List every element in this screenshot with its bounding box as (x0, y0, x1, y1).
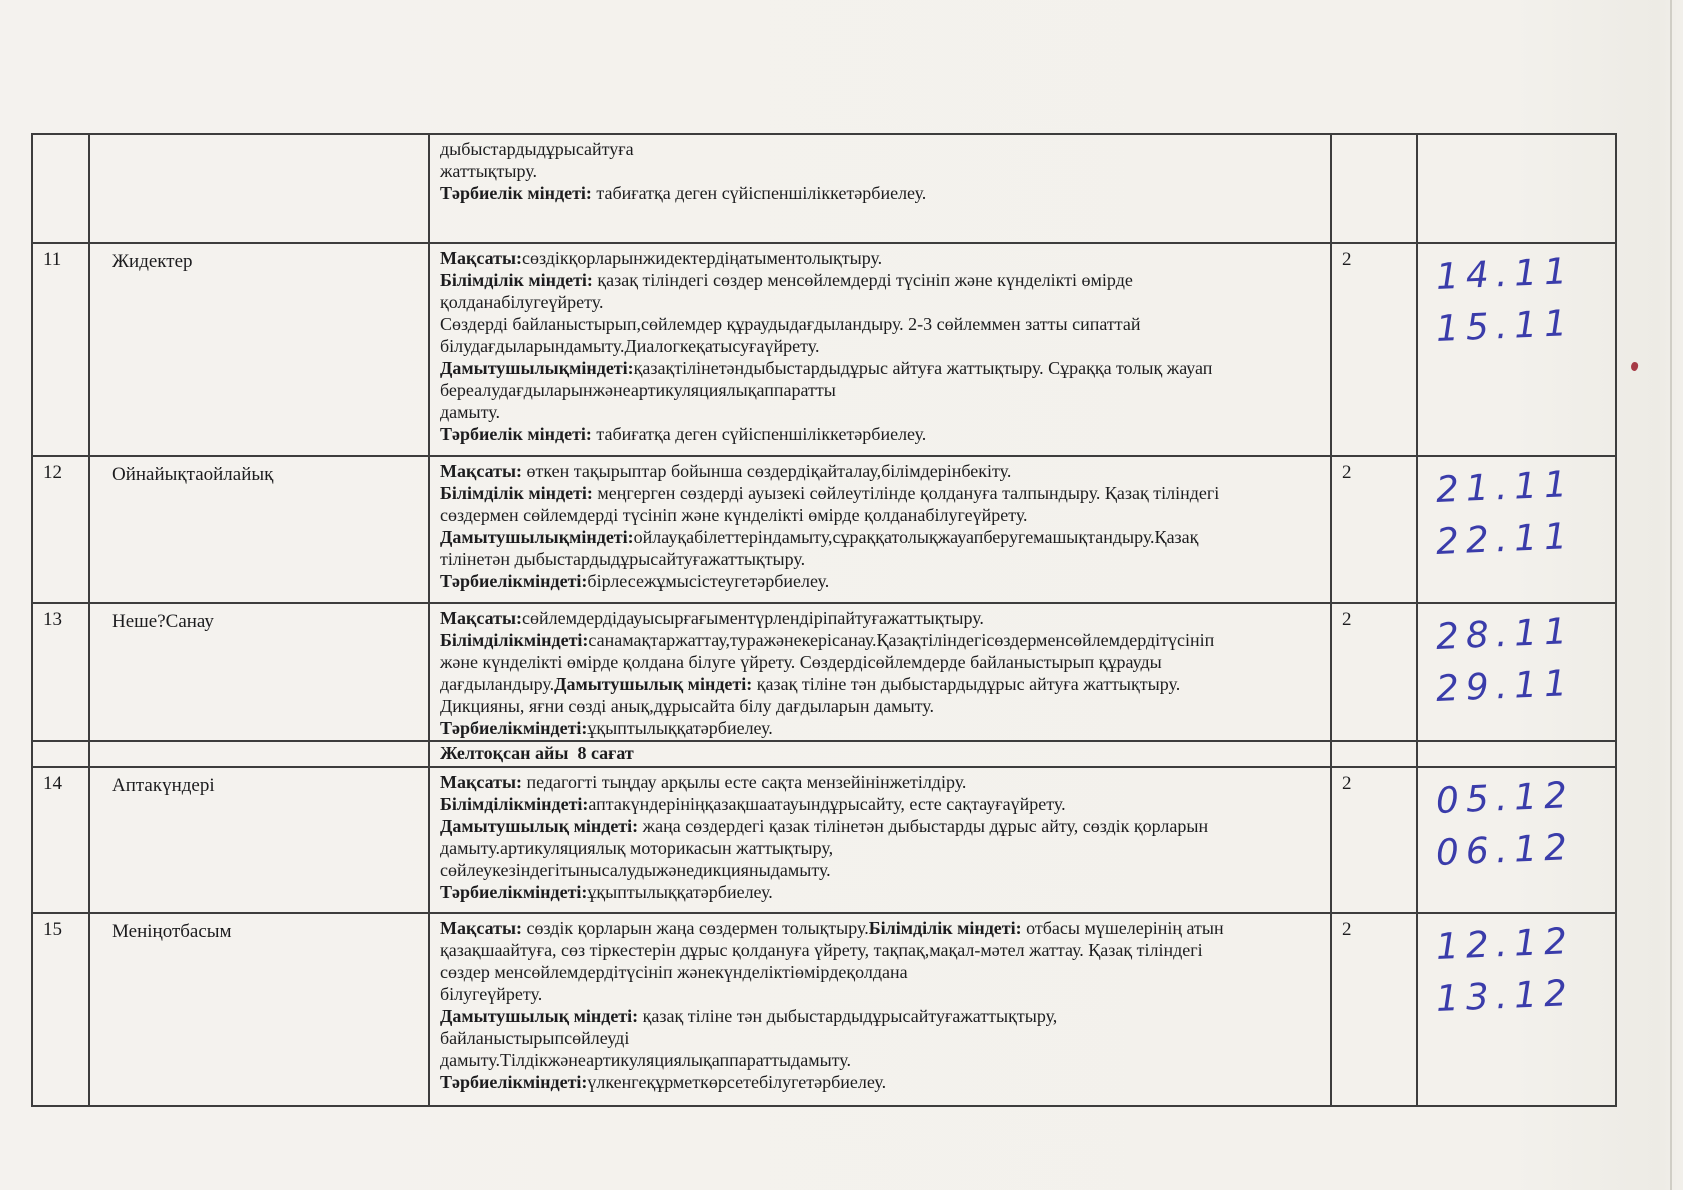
topic-cell (90, 135, 430, 242)
table-row (33, 914, 1615, 1105)
hours-value: 2 (1342, 773, 1352, 794)
text-line (440, 291, 1320, 313)
topic-cell (90, 742, 430, 766)
text-line (440, 1005, 1320, 1027)
objective-label: Білімділік міндеті: (440, 270, 593, 290)
month-separator-row (33, 742, 1615, 768)
text-line (440, 837, 1320, 859)
objective-label: Дамытушылықміндеті: (440, 358, 634, 378)
lesson-plan-table (31, 133, 1617, 1107)
objective-label: Тәрбиелікміндеті: (440, 718, 588, 738)
objective-label: Желтоқсан айы 8 сағат (440, 743, 634, 763)
objective-text: тілінетән дыбыстардыдұрысайтуғажаттықтыру. (440, 549, 806, 569)
objective-text: қолданабілугеүйрету. (440, 292, 604, 312)
objective-text: сөйлемдердідауысырғағыментүрлендіріпайтуғажаттықтыру. (522, 608, 984, 628)
objective-text: Сөздерді байланыстырып,сөйлемдер құраудыдағдыландыру. 2-3 сөйлеммен затты сипаттай (440, 314, 1141, 334)
text-line (440, 504, 1320, 526)
text-line (440, 335, 1320, 357)
text-line (440, 1049, 1320, 1071)
dates-cell (1418, 914, 1615, 1105)
topic-label: Неше?Санау (112, 611, 214, 632)
objectives-cell (430, 914, 1332, 1105)
objective-text: сөйлеукезіндегітынысалудыжәнедикцияныдамыту. (440, 860, 831, 880)
text-line (440, 160, 1320, 182)
text-line (440, 570, 1320, 592)
objective-text: қазақ тіліндегі сөздер менсөйлемдерді түсініп және күнделікті өмірде (592, 270, 1133, 290)
objective-text: дамыту. (440, 402, 500, 422)
hours-cell (1332, 244, 1418, 455)
handwritten-date: 12.12 (1435, 920, 1575, 968)
objective-text: санамақтаржаттау,туражәнекерісанау.Қазақтіліндегісөздерменсөйлемдердітүсініп (588, 630, 1215, 650)
objective-text: дамыту.Тілдікжәнеартикуляциялықаппараттыдамыту. (440, 1050, 852, 1070)
handwritten-date: 13.12 (1435, 972, 1575, 1020)
text-line (440, 815, 1320, 837)
text-line (440, 771, 1320, 793)
objective-text: табиғатқа деген сүйіспеншіліккетәрбиелеу. (591, 183, 927, 203)
handwritten-date: 06.12 (1435, 826, 1575, 874)
objective-label: Мақсаты: (440, 772, 522, 792)
handwritten-date: 28.11 (1435, 610, 1575, 658)
text-line (440, 460, 1320, 482)
objective-text: дыбыстардыдұрысайтуға (440, 139, 634, 159)
scan-edge-shadow (1670, 0, 1672, 1190)
text-line (440, 548, 1320, 570)
objectives-cell (430, 244, 1332, 455)
text-line (440, 357, 1320, 379)
topic-cell (90, 768, 430, 912)
objective-text: және күнделікті өмірде қолдана білуге үйрету. Сөздердісөйлемдерде байланыстырып құрауды (440, 652, 1162, 672)
handwritten-date: 05.12 (1435, 774, 1575, 822)
dates-cell (1418, 244, 1615, 455)
text-line (440, 673, 1320, 695)
text-line (440, 1027, 1320, 1049)
objective-label: Тәрбиелік міндеті: (440, 183, 592, 203)
objective-text: береалудағдыларынжәнеартикуляциялықаппаратты (440, 380, 836, 400)
objective-text: үлкенгеқұрметкөрсетебілугетәрбиелеу. (587, 1072, 887, 1092)
objective-text: сөздер менсөйлемдердітүсініп жәнекүнделіктіөмірдеқолдана (440, 962, 908, 982)
text-line (440, 269, 1320, 291)
table-row (33, 244, 1615, 457)
dates-cell (1418, 135, 1615, 242)
objective-text: бірлесежұмысістеугетәрбиелеу. (587, 571, 830, 591)
text-line (440, 607, 1320, 629)
objective-text: ұқыптылыққатәрбиелеу. (587, 882, 773, 902)
text-line (440, 138, 1320, 160)
objective-label: Білімділікміндеті: (440, 630, 589, 650)
red-ink-dot (1630, 361, 1639, 372)
table-row (33, 135, 1615, 244)
table-row (33, 604, 1615, 742)
objective-label: Мақсаты: (440, 248, 522, 268)
row-number-cell (33, 135, 90, 242)
topic-cell (90, 604, 430, 740)
text-line (440, 526, 1320, 548)
text-line (440, 247, 1320, 269)
objective-text: байланыстырыпсөйлеуді (440, 1028, 630, 1048)
text-line (440, 313, 1320, 335)
month-separator-cell (430, 742, 1332, 766)
objective-text: меңгерген сөздерді ауызекі сөйлеутілінде қолдануға талпындыру. Қазақ тіліндегі (592, 483, 1220, 503)
objective-label: Мақсаты: (440, 918, 522, 938)
text-line (440, 917, 1320, 939)
objective-label: Дамытушылықміндеті: (440, 527, 634, 547)
topic-label: Аптакүндері (112, 775, 215, 796)
objective-label: Дамытушылық міндеті: (440, 1006, 639, 1026)
text-line (440, 482, 1320, 504)
handwritten-date: 14.11 (1435, 250, 1575, 298)
row-number: 15 (43, 919, 62, 940)
handwritten-date: 15.11 (1435, 302, 1575, 350)
objective-text: білудағдыларындамыту.Диалогкеқатысуғаүйрету. (440, 336, 820, 356)
objective-label: Тәрбиелікміндеті: (440, 882, 588, 902)
dates-cell (1418, 742, 1615, 766)
objectives-cell (430, 457, 1332, 602)
objective-label: Тәрбиелікміндеті: (440, 1072, 588, 1092)
text-line (440, 983, 1320, 1005)
hours-cell (1332, 914, 1418, 1105)
hours-cell (1332, 135, 1418, 242)
objective-label: Тәрбиелікміндеті: (440, 571, 588, 591)
text-line (440, 859, 1320, 881)
topic-label: Меніңотбасым (112, 921, 232, 942)
row-number-cell (33, 768, 90, 912)
hours-cell (1332, 457, 1418, 602)
hours-cell (1332, 768, 1418, 912)
handwritten-date: 21.11 (1435, 463, 1575, 511)
text-line (440, 423, 1320, 445)
objective-label: Мақсаты: (440, 461, 522, 481)
objective-label: Дамытушылық міндеті: (440, 816, 639, 836)
objective-label: Тәрбиелік міндеті: (440, 424, 592, 444)
objective-text: өткен тақырыптар бойынша сөздердіқайталау,білімдерінбекіту. (522, 461, 1012, 481)
text-line (440, 379, 1320, 401)
dates-cell (1418, 457, 1615, 602)
text-line (440, 1071, 1320, 1093)
objective-label: Білімділікміндеті: (440, 794, 589, 814)
table-row (33, 768, 1615, 914)
objective-label: Мақсаты: (440, 608, 522, 628)
hours-value: 2 (1342, 919, 1352, 940)
objective-text: қазақшаайтуға, сөз тіркестерін дұрыс қолдануға үйрету, тақпақ,мақал-мәтел жаттау. Қазақ тіліндегі (440, 940, 1203, 960)
handwritten-date: 22.11 (1435, 515, 1575, 563)
row-number-cell (33, 604, 90, 740)
text-line (440, 717, 1320, 739)
objective-text: қазақ тіліне тән дыбыстардыдұрыс айтуға жаттықтыру. (752, 674, 1181, 694)
dates-cell (1418, 604, 1615, 740)
topic-label: Ойнайықтаойлайық (112, 464, 274, 485)
topic-cell (90, 914, 430, 1105)
row-number-cell (33, 914, 90, 1105)
objective-text: ұқыптылыққатәрбиелеу. (587, 718, 773, 738)
objective-text: сөздермен сөйлемдерді түсініп және күнделікті өмірде қолданабілугеүйрету. (440, 505, 1028, 525)
objective-text: Дикцияны, яғни сөзді анық,дұрысайта білу дағдыларын дамыту. (440, 696, 934, 716)
table-row (33, 457, 1615, 604)
objective-text: ойлауқабілеттеріндамыту,сұраққатолықжауапберугемашықтандыру.Қазақ (633, 527, 1199, 547)
objective-text: сөздік қорларын жаңа сөздермен толықтыру. (522, 918, 869, 938)
row-number: 11 (43, 249, 62, 270)
row-number-cell (33, 244, 90, 455)
text-line (440, 629, 1320, 651)
hours-value: 2 (1342, 609, 1352, 630)
hours-cell (1332, 742, 1418, 766)
row-number: 12 (43, 462, 62, 483)
objective-text: сөздікқорларынжидектердіңатыментолықтыру. (522, 248, 883, 268)
hours-cell (1332, 604, 1418, 740)
text-line (440, 939, 1320, 961)
text-line (440, 793, 1320, 815)
objective-text: педагогті тыңдау арқылы есте сақта мензейінінжетілдіру. (522, 772, 967, 792)
text-line (440, 961, 1320, 983)
dates-cell (1418, 768, 1615, 912)
objectives-cell (430, 768, 1332, 912)
handwritten-date: 29.11 (1435, 662, 1575, 710)
objective-text: аптакүндерініңқазақшаатауындұрысайту, есте сақтауғаүйрету. (588, 794, 1066, 814)
text-line (440, 743, 1320, 764)
hours-value: 2 (1342, 462, 1352, 483)
objective-label: Дамытушылық міндеті: (554, 674, 753, 694)
objective-text: дағдыландыру. (440, 674, 555, 694)
objective-text: білугеүйрету. (440, 984, 543, 1004)
row-number-cell (33, 457, 90, 602)
objective-text: қазақтілінетәндыбыстардыдұрыс айтуға жаттықтыру. Сұраққа толық жауап (633, 358, 1213, 378)
objective-text: табиғатқа деген сүйіспеншіліккетәрбиелеу. (591, 424, 927, 444)
row-number: 14 (43, 773, 62, 794)
objective-label: Білімділік міндеті: (868, 918, 1022, 938)
text-line (440, 182, 1320, 204)
objective-text: отбасы мүшелерінің атын (1021, 918, 1224, 938)
hours-value: 2 (1342, 249, 1352, 270)
topic-label: Жидектер (112, 251, 193, 272)
topic-cell (90, 457, 430, 602)
text-line (440, 695, 1320, 717)
objective-text: қазақ тіліне тән дыбыстардыдұрысайтуғажаттықтыру, (638, 1006, 1058, 1026)
objective-text: дамыту.артикуляциялық моторикасын жаттықтыру, (440, 838, 834, 858)
objectives-cell (430, 604, 1332, 740)
objective-text: жаңа сөздердегі қазак тілінетән дыбыстарды дұрыс айту, сөздік қорларын (638, 816, 1209, 836)
text-line (440, 651, 1320, 673)
objective-text: жаттықтыру. (440, 161, 537, 181)
objective-label: Білімділік міндеті: (440, 483, 593, 503)
text-line (440, 881, 1320, 903)
row-number-cell (33, 742, 90, 766)
topic-cell (90, 244, 430, 455)
text-line (440, 401, 1320, 423)
objectives-cell (430, 135, 1332, 242)
row-number: 13 (43, 609, 62, 630)
